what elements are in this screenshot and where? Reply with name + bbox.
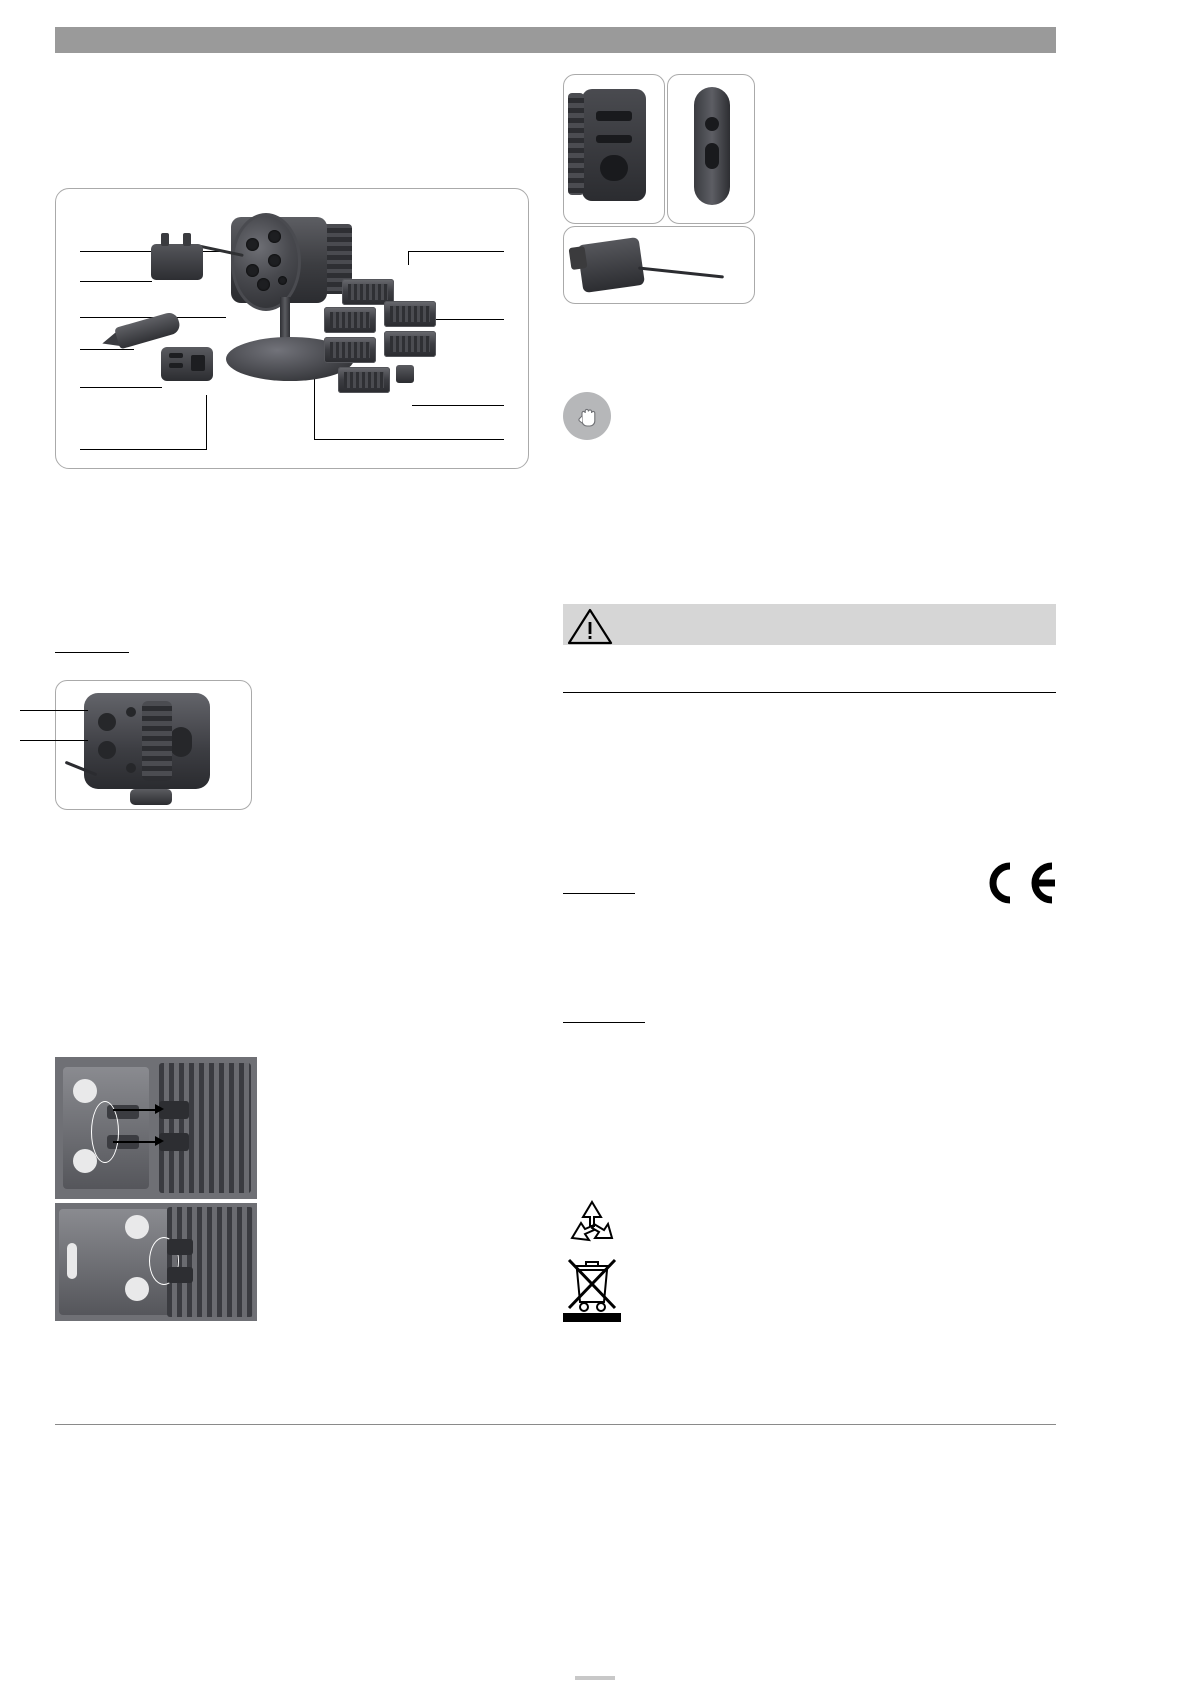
assembly-arrow bbox=[113, 1109, 157, 1111]
clip-icon bbox=[396, 365, 414, 383]
parts-overview-figure bbox=[55, 188, 529, 469]
remote-front-photo bbox=[563, 74, 665, 224]
assembly-arrow bbox=[113, 1141, 157, 1143]
assembly-arrow-head bbox=[155, 1136, 164, 1146]
remote-control-side-icon bbox=[694, 87, 730, 205]
mount-hole-icon bbox=[125, 1215, 149, 1239]
callout-line-5 bbox=[80, 387, 162, 388]
page-fold-mark bbox=[575, 1676, 615, 1680]
callout-line-2 bbox=[80, 281, 152, 282]
warning-band bbox=[563, 604, 1056, 645]
back-panel-figure bbox=[55, 680, 252, 810]
bracket-mount-figure-top bbox=[55, 1057, 257, 1199]
back-panel-stand-icon bbox=[130, 789, 172, 805]
pointing-hand-icon bbox=[563, 392, 611, 440]
callout-line-6-riser bbox=[206, 395, 207, 450]
bracket-rail-icon bbox=[167, 1239, 193, 1255]
weee-underline-bar bbox=[563, 1313, 621, 1322]
back-callout-line-b bbox=[20, 740, 88, 741]
heading-underline-left bbox=[55, 652, 129, 653]
projector-lens-face-icon bbox=[231, 213, 301, 311]
assembly-arrow-head bbox=[155, 1104, 164, 1114]
section-rule-1 bbox=[563, 692, 1056, 693]
bracket-comb-icon bbox=[167, 1207, 253, 1317]
mount-slot-icon bbox=[67, 1243, 77, 1279]
callout-line-9 bbox=[412, 405, 504, 406]
callout-line-7-riser bbox=[408, 251, 409, 265]
callout-line-6 bbox=[80, 449, 206, 450]
ce-mark-icon bbox=[980, 860, 1060, 906]
remote-side-photo bbox=[667, 74, 755, 224]
header-band bbox=[55, 27, 1056, 53]
slide-icon bbox=[384, 301, 436, 327]
slide-icon bbox=[324, 307, 376, 333]
mount-hole-icon bbox=[73, 1079, 97, 1103]
slide-icon bbox=[324, 337, 376, 363]
remote-control-front-icon bbox=[582, 89, 646, 201]
bracket-mount-figure-bottom bbox=[55, 1203, 257, 1321]
heading-underline-2 bbox=[563, 1022, 645, 1023]
bracket-comb-icon bbox=[159, 1063, 251, 1193]
projector-back-body-icon bbox=[84, 693, 210, 789]
callout-line-10 bbox=[314, 439, 504, 440]
slide-icon bbox=[384, 331, 436, 357]
power-plug-icon bbox=[151, 244, 203, 280]
footer-rule bbox=[55, 1424, 1056, 1425]
wall-bracket-icon bbox=[161, 347, 213, 381]
slide-icon bbox=[338, 367, 390, 393]
heading-underline-1 bbox=[563, 893, 635, 894]
back-callout-line-a bbox=[20, 710, 88, 711]
power-adapter-photo bbox=[563, 226, 755, 304]
adapter-cord-icon bbox=[638, 267, 724, 279]
warning-triangle-icon bbox=[566, 606, 614, 646]
callout-line-7 bbox=[408, 251, 504, 252]
crossed-out-wheelie-bin-icon bbox=[563, 1252, 621, 1314]
mount-hole-icon bbox=[125, 1277, 149, 1301]
bracket-rail-icon bbox=[167, 1267, 193, 1283]
recycling-loop-icon bbox=[563, 1196, 621, 1248]
mount-hole-icon bbox=[73, 1149, 97, 1173]
